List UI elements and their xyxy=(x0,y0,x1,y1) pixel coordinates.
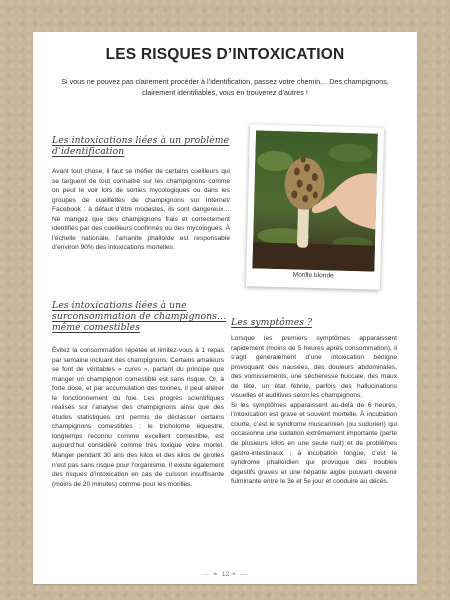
section-body-symptomes xyxy=(231,334,397,487)
section-heading-surconsommation xyxy=(52,300,230,333)
section-body-surconsommation xyxy=(52,346,224,489)
heading-text: Les intoxications liées à une surconsommation de champignons… même comestibles xyxy=(52,300,227,333)
photo-caption: Morille blonde xyxy=(292,271,334,280)
paragraph: Avant tout chose, il faut se méfier de certains cueilleurs qui se targuent de tout connaitre sur les champignons comme on peut le voir lors de sorties mycologiques ou dans les groupes de cueillettes de champignons sur Internet/ Facebook : à défaut d’être modestes, ils sont dangereux… Ne mangez que des champignons frais et correctement identifiés par des cueilleurs confirmés ou des mycologues. À l’échelle nationale, l’amanite phalloïde est responsable d’environ 90% des intoxications mortelles. xyxy=(52,168,230,252)
footer-ornament-right: ❧ — xyxy=(230,571,248,578)
paragraph: Évitez la consommation répétée et limitez-vous à 1 repas par semaine incluant des champignons. Certains amateurs se font de véritables « cures », partant du principe que manger un champignon comestible est sans risque. Or, à forte dose, et par accumulation des toxines, il peut altérer le fonctionnement du foie. Les progrès scientifiques réalisés sur l’analyse des champignons ainsi que des études statistiques ont permis de déclasser certains champignons comestibles : le tricholome équestre, longtemps reconnu comme excellent comestible, est aujourd’hui considéré comme très toxique voire mortel. Manger pendant 30 ans des kilos et des kilos de girolles n’est pas sans risque pour l’organisme. Il existe également des risques d’intoxication en cas de cuisson insuffisante (moins de 20 minutes) comme pour les morilles. xyxy=(52,347,224,488)
section-heading-symptomes xyxy=(231,317,391,328)
heading-text: Les symptômes ? xyxy=(231,317,313,328)
footer-ornament-left: — ❧ xyxy=(202,571,222,578)
page-title: LES RISQUES D’INTOXICATION xyxy=(105,46,345,63)
section-body-identification xyxy=(52,167,230,253)
morel-mushroom-image xyxy=(252,130,378,271)
paragraph: Si les symptômes apparaissent au-delà de 6 heures, l’intoxication est grave et souvent mortelle. À incubation courte, c’est le syndrome muscarinien (ou sudorien) qui occasionne une sudation extrêmement importante (perte de plusieurs kilos en une seule nuit) et de problèmes gastro-intestinaux ; à incubation longue, c’est le syndrome phalloïdien qui provoque des troubles digestifs graves et une hépatite aigüe pouvant devenir fulminante entre le 3e et 5e jour et conduire au décès. xyxy=(231,401,397,486)
section-heading-identification xyxy=(52,135,237,157)
paragraph: Lorsque les premiers symptômes apparaissent rapidement (moins de 5 heures après consommation), il s’agit généralement d’une intoxication bénigne provoquant des nausées, des douleurs abdominales, des vomissements, une sécheresse buccale, des maux de tête, un état fébrile, parfois des hallucinations visuelles et auditives selon les champignons. xyxy=(231,335,397,400)
page-number: 12 xyxy=(221,571,230,578)
intro-text: Si vous ne pouvez pas clairement procéder à l’identification, passez votre chemin… Des champignons, clairement identifiables, vous en trouverez d’autres ! xyxy=(61,77,389,97)
heading-text: Les intoxications liées à un problème d’identification xyxy=(52,135,230,157)
page-footer xyxy=(0,570,450,578)
morel-photo xyxy=(246,124,384,289)
